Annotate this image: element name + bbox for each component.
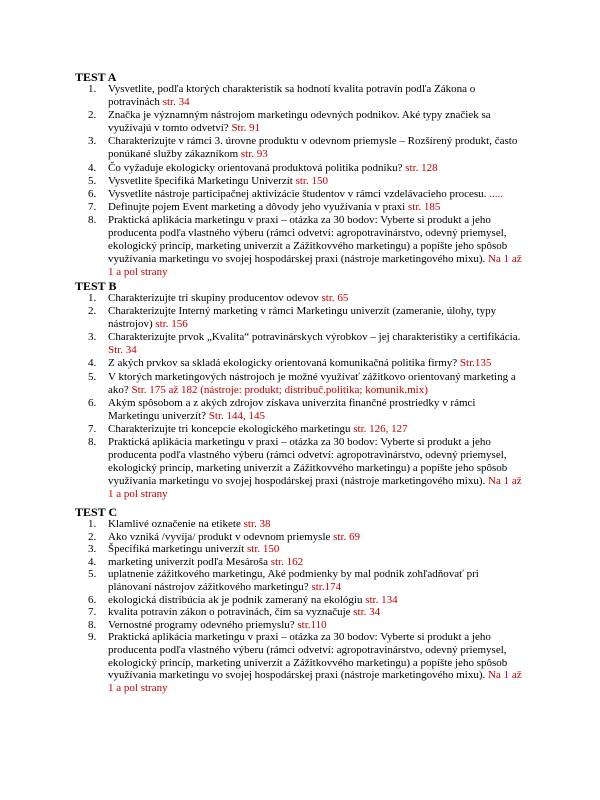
question-item — [0, 556, 600, 569]
question-item — [0, 135, 600, 161]
question-number: 2. — [88, 530, 97, 543]
page-reference: str. 34 — [162, 96, 190, 109]
test-b-heading: TEST B — [75, 279, 117, 293]
question-item — [0, 201, 600, 214]
question-text: marketing univerzít podľa Mesároša — [108, 555, 271, 568]
page-reference: str.110 — [297, 618, 327, 631]
question-text: Vysvetlite, podľa ktorých charakteristík sa hodnotí kvalita potravín podľa Zákona o potravinách — [108, 83, 476, 109]
question-item — [0, 371, 600, 397]
question-item — [0, 568, 600, 593]
question-item — [0, 331, 600, 357]
page-reference: Na 1 až 1 a pol strany — [108, 475, 522, 501]
page-reference: Str. 34 — [108, 344, 137, 357]
question-number: 1. — [88, 518, 97, 530]
page-reference: str. 128 — [405, 161, 438, 174]
question-item — [0, 543, 600, 556]
question-number: 1. — [88, 292, 97, 304]
test-a-heading: TEST A — [75, 70, 117, 84]
question-item — [0, 619, 600, 632]
question-number: 1. — [88, 83, 97, 95]
question-number: 5. — [88, 370, 97, 383]
question-number: 4. — [88, 555, 97, 568]
question-item — [0, 292, 600, 305]
question-text: Praktická aplikácia marketingu v praxi – otázka za 30 bodov: Vyberte si produkt a jeho producenta podľa vlastného výberu (rámci odvetví: agropotravinárstvo, odevný priemysel, ekologický princíp, marketing univerzít a Zážitkovvého marketingu) a popíšte jeho spôsob využívania marketingu vo svojej hospodárskej praxi (nástroje marketingového mixu). — [108, 631, 508, 682]
page-reference: str.174 — [311, 580, 342, 593]
question-text: ekologická distribúcia ak je podnik zameraný na ekológiu — [108, 593, 366, 606]
question-item — [0, 631, 600, 694]
question-text: Špecifiká marketingu univerzít — [108, 543, 247, 556]
page-reference: Str. 175 až 182 (nástroje: produkt; distribuč.politika; komunik.mix) — [131, 383, 428, 396]
question-item — [0, 357, 600, 370]
page-reference: Na 1 až 1 a pol strany — [108, 253, 522, 279]
page-reference: str. 162 — [270, 555, 304, 568]
question-text: Charakterizujte Interný marketing v rámci Marketingu univerzít (zameranie, úlohy, typy nástrojov) — [108, 305, 497, 331]
question-text: Praktická aplikácia marketingu v praxi – otázka za 30 bodov: Vyberte si produkt a jeho producenta podľa vlastného výberu (rámci odvetví: agropotravinárstvo, odevný priemysel, ekologický princíp, marketing univerzít a Zážitkovvého marketingu) a popíšte jeho spôsob využívania marketingu vo svojej hospodárskej praxi (nástroje marketingového mixu). — [108, 436, 508, 488]
page-reference: ..... — [489, 187, 503, 200]
page-reference: str. 126, 127 — [353, 422, 408, 435]
page-reference: Str. 144, 145 — [208, 409, 266, 422]
question-item — [0, 397, 600, 423]
page-reference: str. 34 — [353, 606, 381, 619]
question-number: 6. — [88, 187, 97, 200]
question-number: 6. — [88, 396, 97, 409]
test-c-question-list — [0, 518, 600, 694]
question-number: 5. — [88, 568, 97, 581]
question-number: 6. — [88, 593, 97, 606]
question-number: 3. — [88, 331, 97, 344]
question-number: 7. — [88, 200, 97, 213]
page-reference: str. 185 — [407, 200, 441, 213]
question-number: 9. — [88, 631, 97, 644]
question-item — [0, 188, 600, 201]
question-number: 2. — [88, 305, 97, 318]
question-text: Značka je významným nástrojom marketingu odevných podnikov. Aké typy značiek sa využívajú v tomto odvetví? — [108, 109, 491, 135]
question-number: 3. — [88, 135, 97, 148]
question-text: Charakterizujte tri skupiny producentov odevov — [108, 292, 322, 304]
question-number: 7. — [88, 606, 97, 619]
page-reference: Str. 91 — [231, 122, 261, 135]
question-number: 8. — [88, 213, 97, 226]
question-text: Čo vyžaduje ekologicky orientovaná produktová politika podniku? — [108, 161, 406, 174]
question-text: Akým spôsobom a z akých zdrojov získava univerzita finančné prostriedky v rámci Marketingu univerzít? — [108, 396, 476, 422]
page-reference: str. 38 — [243, 518, 271, 530]
question-text: Definujte pojem Event marketing a dôvody jeho využívania v praxi — [108, 200, 408, 213]
question-item — [0, 423, 600, 436]
page-reference: str. 93 — [240, 148, 268, 161]
test-a-question-list — [0, 83, 600, 279]
question-item — [0, 214, 600, 279]
question-number: 4. — [88, 161, 97, 174]
question-item — [0, 594, 600, 607]
question-number: 8. — [88, 618, 97, 631]
page-reference: str. 65 — [321, 292, 349, 304]
question-text: uplatnenie zážitkového marketingu, Aké podmienky by mal podnik zohľadňovať pri plánovaní nástrojov zážitkového marketingu? — [108, 568, 479, 593]
page-reference: str. 69 — [333, 530, 361, 543]
test-c-heading: TEST C — [75, 505, 118, 519]
question-text: Vysvetlite nástroje participačnej aktivizácie študentov v rámci vzdelávacieho procesu. — [108, 187, 490, 200]
question-text: Vernostné programy odevného priemyslu? — [108, 618, 298, 631]
question-text: kvalita potravín zákon o potravinách, čím sa vyznačuje — [108, 606, 354, 619]
question-item — [0, 162, 600, 175]
question-item — [0, 436, 600, 501]
question-item — [0, 305, 600, 331]
page-reference: Str.135 — [459, 357, 492, 370]
question-number: 8. — [88, 436, 97, 449]
question-text: Klamlivé označenie na etikete — [108, 518, 244, 530]
question-text: Charakterizujte tri koncepcie ekologického marketingu — [108, 422, 354, 435]
question-number: 2. — [88, 109, 97, 122]
question-number: 4. — [88, 357, 97, 370]
question-item — [0, 83, 600, 109]
page-reference: str. 156 — [155, 318, 188, 331]
question-item — [0, 109, 600, 135]
question-text: Vysvetlite špecifiká Marketingu Univerzít — [108, 174, 296, 187]
question-text: Z akých prvkov sa skladá ekologicky orientovaná komunikačná politika firmy? — [108, 357, 460, 370]
page-reference: str. 150 — [246, 543, 280, 556]
page-reference: Na 1 až 1 a pol strany — [108, 669, 522, 694]
question-text: Charakterizujte prvok „Kvalita“ potravinárskych výrobkov – jej charakteristiky a certifikácia. — [108, 331, 521, 344]
test-b-question-list — [0, 292, 600, 502]
question-item — [0, 606, 600, 619]
question-text: Ako vzniká /vyvíja/ produkt v odevnom priemysle — [108, 530, 334, 543]
page-reference: str. 134 — [365, 593, 398, 606]
question-number: 3. — [88, 543, 97, 556]
question-number: 7. — [88, 422, 97, 435]
question-text: Praktická aplikácia marketingu v praxi – otázka za 30 bodov: Vyberte si produkt a jeho producenta podľa vlastného výberu (rámci odvetví: agropotravinárstvo, odevný priemysel, ekologický princíp, marketing univerzít a Zážitkovvého marketingu) a popíšte jeho spôsob využívania marketingu vo svojej hospodárskej praxi (nástroje marketingového mixu). — [108, 213, 508, 266]
question-item — [0, 531, 600, 544]
question-item — [0, 518, 600, 531]
page-reference: str. 150 — [295, 174, 328, 187]
question-text: Charakterizujte v rámci 3. úrovne produktu v odevnom priemysle – Rozšírený produkt, často ponúkané služby zákazníkom — [108, 135, 518, 161]
question-item — [0, 175, 600, 188]
question-number: 5. — [88, 174, 97, 187]
question-text: V ktorých marketingových nástrojoch je možné využívať zážitkovo orientovaný marketing a ako? — [108, 370, 516, 396]
